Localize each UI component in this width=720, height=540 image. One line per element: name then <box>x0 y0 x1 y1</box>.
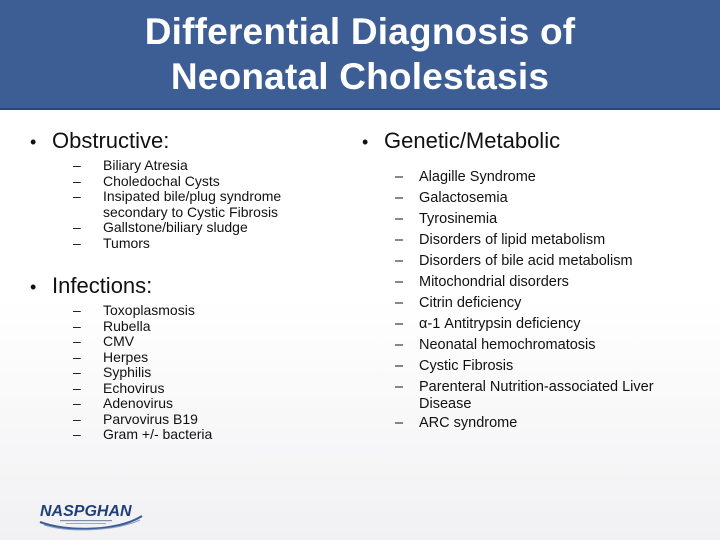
title-bar <box>0 0 720 110</box>
list-item: – Mitochondrial disorders <box>395 272 712 293</box>
list-item: – Insipated bile/plug syndrome secondary to Cystic Fibrosis <box>73 188 282 220</box>
slide-title-line-1: Differential Diagnosis of <box>144 11 576 52</box>
list-item: – ARC syndrome <box>395 413 712 434</box>
genetic-metabolic-list <box>362 167 712 434</box>
list-item: – Biliary Atresia <box>73 157 188 173</box>
dash-icon: – <box>395 232 404 248</box>
infections-heading <box>30 273 350 300</box>
obstructive-heading-text: Obstructive: <box>52 128 170 153</box>
dash-icon: – <box>395 415 404 431</box>
dash-icon: – <box>395 253 404 269</box>
list-item: – Toxoplasmosis <box>73 302 195 318</box>
dash-icon: – <box>73 234 81 251</box>
list-item: – Galactosemia <box>395 188 712 209</box>
dash-icon: – <box>395 358 404 374</box>
left-column <box>30 128 350 443</box>
dash-icon: – <box>395 274 404 290</box>
list-item: – Disorders of bile acid metabolism <box>395 251 712 272</box>
dash-icon: – <box>73 395 81 411</box>
dash-icon: – <box>395 379 404 395</box>
bullet-dot-icon: • <box>30 277 37 297</box>
infections-list <box>30 303 350 443</box>
dash-icon: – <box>73 333 81 349</box>
dash-icon: – <box>395 337 404 353</box>
infections-heading-text: Infections: <box>52 273 153 298</box>
bullet-dot-icon: • <box>30 132 37 152</box>
list-item: – Tyrosinemia <box>395 209 712 230</box>
obstructive-heading <box>30 128 350 155</box>
list-item: – Gallstone/biliary sludge <box>73 219 248 235</box>
list-item: – Parenteral Nutrition-associated Liver Disease <box>395 379 654 412</box>
dash-icon: – <box>73 172 81 189</box>
dash-icon: – <box>73 302 81 318</box>
list-item: – Choledochal Cysts <box>73 172 220 189</box>
slide-title-line-2: Neonatal Cholestasis <box>170 56 550 97</box>
list-item: – Alagille Syndrome <box>395 167 712 188</box>
right-column <box>362 128 712 434</box>
bullet-dot-icon: • <box>362 132 369 152</box>
list-item: – Cystic Fibrosis <box>395 356 712 377</box>
list-item: – CMV <box>73 333 135 349</box>
dash-icon: – <box>73 364 81 380</box>
list-item: – Adenovirus <box>73 395 174 411</box>
dash-icon: – <box>73 379 81 396</box>
list-item: – Disorders of lipid metabolism <box>395 230 712 251</box>
dash-icon: – <box>73 426 81 442</box>
naspghan-logo <box>36 496 146 532</box>
list-item: – Tumors <box>73 234 150 251</box>
list-item: – α-1 Antitrypsin deficiency <box>395 314 712 335</box>
list-item: – Echovirus <box>73 379 165 396</box>
dash-icon: – <box>73 317 81 334</box>
dash-icon: – <box>73 348 81 365</box>
dash-icon: – <box>395 295 404 311</box>
dash-icon: – <box>73 410 81 427</box>
list-item: – Parvovirus B19 <box>73 410 198 427</box>
list-item: – Neonatal hemochromatosis <box>395 335 712 356</box>
dash-icon: – <box>395 169 404 185</box>
obstructive-list <box>30 158 350 251</box>
dash-icon: – <box>73 188 81 204</box>
list-item: – Gram +/- bacteria <box>73 426 213 442</box>
genetic-metabolic-heading-text: Genetic/Metabolic <box>384 128 561 153</box>
dash-icon: – <box>395 316 404 332</box>
list-item: – Citrin deficiency <box>395 293 712 314</box>
list-item: – Rubella <box>73 317 151 334</box>
dash-icon: – <box>395 211 404 227</box>
dash-icon: – <box>395 190 404 206</box>
logo-text: NASPGHAN <box>40 503 132 520</box>
dash-icon: – <box>73 157 81 173</box>
genetic-metabolic-heading <box>362 128 712 155</box>
list-item: – Syphilis <box>73 364 152 380</box>
list-item: – Herpes <box>73 348 149 365</box>
dash-icon: – <box>73 219 81 235</box>
